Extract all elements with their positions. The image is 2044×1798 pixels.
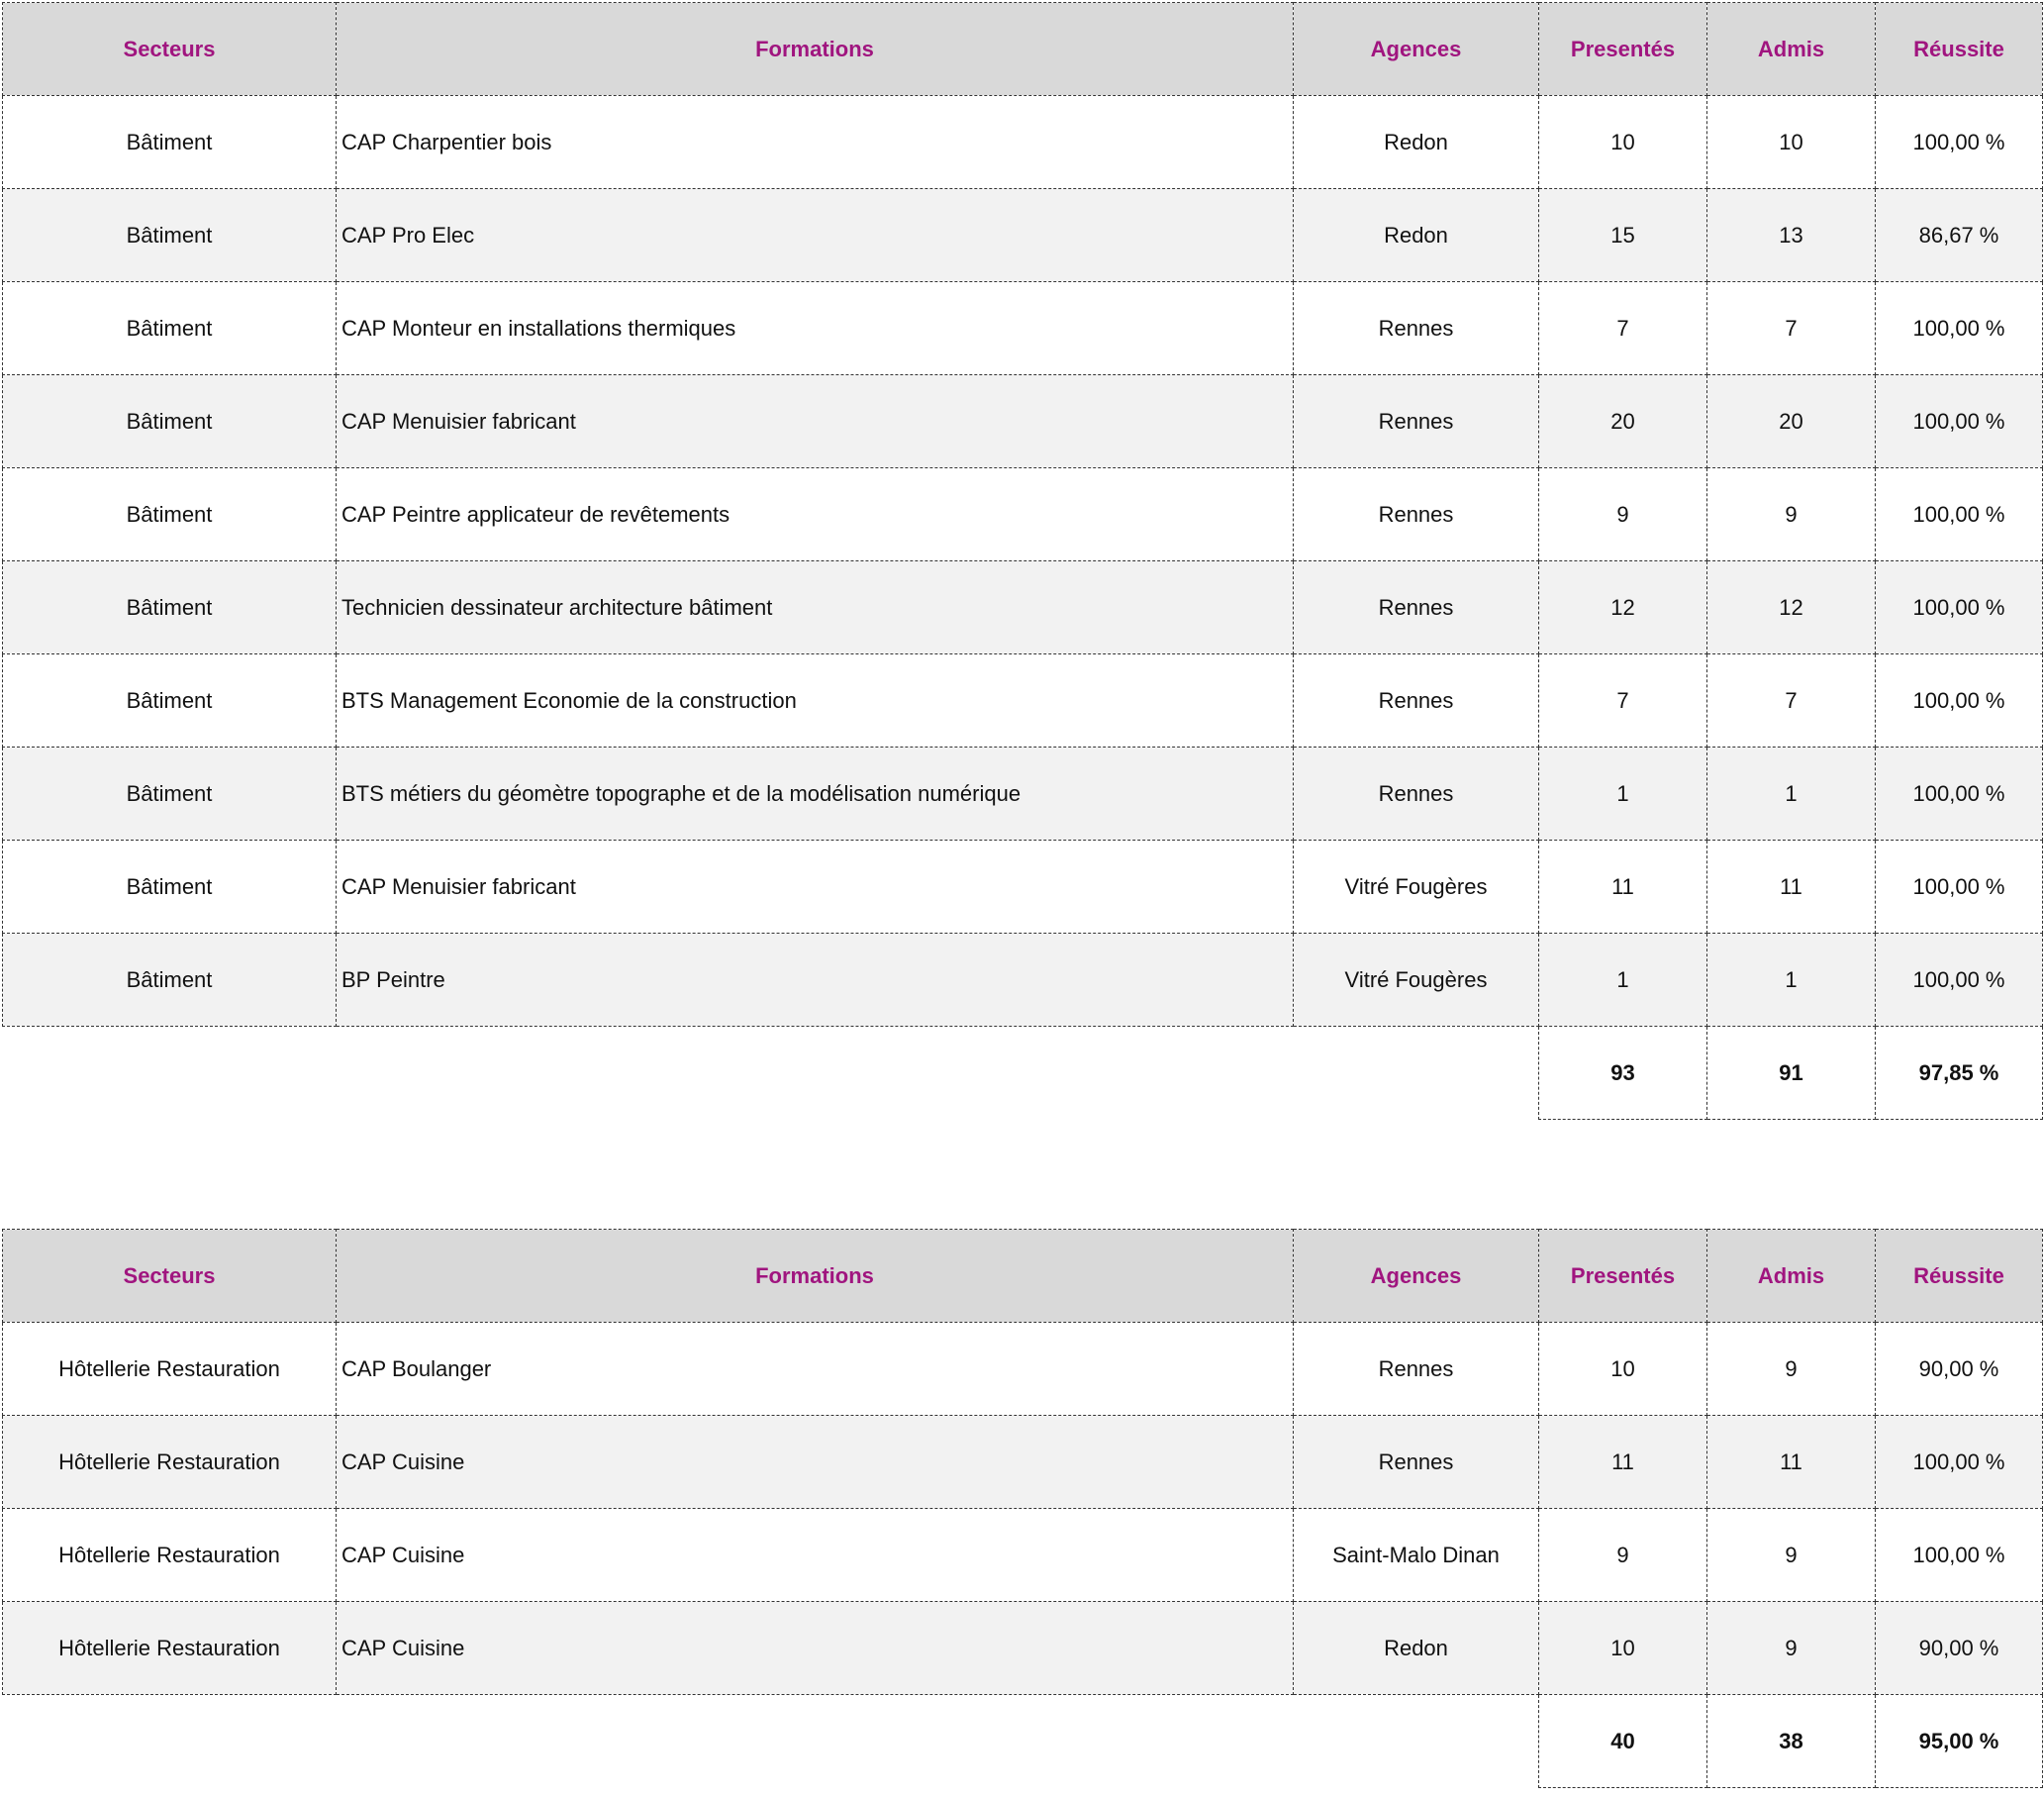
cell-presentes: 20 bbox=[1539, 375, 1707, 468]
cell-presentes: 7 bbox=[1539, 654, 1707, 748]
cell-admis: 7 bbox=[1707, 282, 1876, 375]
total-reussite: 95,00 % bbox=[1876, 1695, 2043, 1788]
cell-reussite: 100,00 % bbox=[1876, 561, 2043, 654]
cell-admis: 9 bbox=[1707, 468, 1876, 561]
cell-admis: 13 bbox=[1707, 189, 1876, 282]
cell-formation: CAP Cuisine bbox=[337, 1509, 1294, 1602]
cell-secteur: Bâtiment bbox=[3, 282, 337, 375]
cell-secteur: Bâtiment bbox=[3, 934, 337, 1027]
cell-formation: CAP Peintre applicateur de revêtements bbox=[337, 468, 1294, 561]
totals-row bbox=[3, 1695, 2043, 1788]
cell-admis: 9 bbox=[1707, 1509, 1876, 1602]
cell-admis: 1 bbox=[1707, 748, 1876, 841]
cell-formation: CAP Pro Elec bbox=[337, 189, 1294, 282]
cell-presentes: 7 bbox=[1539, 282, 1707, 375]
table-row bbox=[3, 748, 2043, 841]
cell-formation: BTS Management Economie de la construction bbox=[337, 654, 1294, 748]
cell-presentes: 1 bbox=[1539, 934, 1707, 1027]
cell-admis: 1 bbox=[1707, 934, 1876, 1027]
cell-agence: Rennes bbox=[1294, 282, 1539, 375]
cell-secteur: Bâtiment bbox=[3, 841, 337, 934]
cell-agence: Vitré Fougères bbox=[1294, 934, 1539, 1027]
results-table bbox=[2, 1229, 2043, 1788]
header-admis: Admis bbox=[1707, 1230, 1876, 1323]
cell-admis: 12 bbox=[1707, 561, 1876, 654]
cell-agence: Rennes bbox=[1294, 468, 1539, 561]
cell-secteur: Bâtiment bbox=[3, 468, 337, 561]
total-admis: 38 bbox=[1707, 1695, 1876, 1788]
cell-secteur: Hôtellerie Restauration bbox=[3, 1416, 337, 1509]
cell-secteur: Bâtiment bbox=[3, 654, 337, 748]
cell-reussite: 100,00 % bbox=[1876, 375, 2043, 468]
cell-reussite: 90,00 % bbox=[1876, 1602, 2043, 1695]
cell-presentes: 10 bbox=[1539, 96, 1707, 189]
cell-secteur: Hôtellerie Restauration bbox=[3, 1509, 337, 1602]
cell-secteur: Bâtiment bbox=[3, 189, 337, 282]
cell-agence: Redon bbox=[1294, 1602, 1539, 1695]
table-row bbox=[3, 96, 2043, 189]
totals-spacer bbox=[3, 1695, 1539, 1788]
cell-reussite: 100,00 % bbox=[1876, 1416, 2043, 1509]
header-presentes: Presentés bbox=[1539, 3, 1707, 96]
total-presentes: 40 bbox=[1539, 1695, 1707, 1788]
cell-admis: 9 bbox=[1707, 1602, 1876, 1695]
table-row bbox=[3, 1323, 2043, 1416]
cell-presentes: 11 bbox=[1539, 841, 1707, 934]
header-row bbox=[3, 1230, 2043, 1323]
cell-secteur: Bâtiment bbox=[3, 375, 337, 468]
table-row bbox=[3, 561, 2043, 654]
cell-secteur: Bâtiment bbox=[3, 748, 337, 841]
cell-agence: Rennes bbox=[1294, 748, 1539, 841]
cell-formation: CAP Cuisine bbox=[337, 1602, 1294, 1695]
cell-reussite: 100,00 % bbox=[1876, 654, 2043, 748]
cell-presentes: 10 bbox=[1539, 1602, 1707, 1695]
cell-formation: CAP Menuisier fabricant bbox=[337, 375, 1294, 468]
header-secteurs: Secteurs bbox=[3, 3, 337, 96]
cell-reussite: 86,67 % bbox=[1876, 189, 2043, 282]
header-formations: Formations bbox=[337, 1230, 1294, 1323]
table-row bbox=[3, 1416, 2043, 1509]
cell-formation: CAP Boulanger bbox=[337, 1323, 1294, 1416]
header-secteurs: Secteurs bbox=[3, 1230, 337, 1323]
cell-formation: BP Peintre bbox=[337, 934, 1294, 1027]
cell-reussite: 100,00 % bbox=[1876, 1509, 2043, 1602]
cell-agence: Redon bbox=[1294, 96, 1539, 189]
cell-presentes: 15 bbox=[1539, 189, 1707, 282]
cell-agence: Saint-Malo Dinan bbox=[1294, 1509, 1539, 1602]
table-row bbox=[3, 282, 2043, 375]
cell-secteur: Bâtiment bbox=[3, 96, 337, 189]
header-formations: Formations bbox=[337, 3, 1294, 96]
cell-presentes: 10 bbox=[1539, 1323, 1707, 1416]
cell-secteur: Bâtiment bbox=[3, 561, 337, 654]
cell-agence: Redon bbox=[1294, 189, 1539, 282]
header-reussite: Réussite bbox=[1876, 1230, 2043, 1323]
total-reussite: 97,85 % bbox=[1876, 1027, 2043, 1120]
cell-presentes: 11 bbox=[1539, 1416, 1707, 1509]
table-row bbox=[3, 1509, 2043, 1602]
cell-admis: 10 bbox=[1707, 96, 1876, 189]
table-row bbox=[3, 654, 2043, 748]
cell-presentes: 12 bbox=[1539, 561, 1707, 654]
cell-formation: BTS métiers du géomètre topographe et de la modélisation numérique bbox=[337, 748, 1294, 841]
cell-reussite: 100,00 % bbox=[1876, 282, 2043, 375]
cell-reussite: 100,00 % bbox=[1876, 934, 2043, 1027]
cell-agence: Vitré Fougères bbox=[1294, 841, 1539, 934]
cell-presentes: 9 bbox=[1539, 1509, 1707, 1602]
cell-formation: CAP Cuisine bbox=[337, 1416, 1294, 1509]
cell-agence: Rennes bbox=[1294, 561, 1539, 654]
cell-admis: 11 bbox=[1707, 841, 1876, 934]
total-admis: 91 bbox=[1707, 1027, 1876, 1120]
table-row bbox=[3, 375, 2043, 468]
total-presentes: 93 bbox=[1539, 1027, 1707, 1120]
header-presentes: Presentés bbox=[1539, 1230, 1707, 1323]
cell-formation: CAP Menuisier fabricant bbox=[337, 841, 1294, 934]
cell-reussite: 100,00 % bbox=[1876, 468, 2043, 561]
cell-admis: 11 bbox=[1707, 1416, 1876, 1509]
cell-reussite: 100,00 % bbox=[1876, 748, 2043, 841]
cell-reussite: 100,00 % bbox=[1876, 841, 2043, 934]
results-table-batiment bbox=[2, 2, 2042, 1120]
cell-presentes: 9 bbox=[1539, 468, 1707, 561]
totals-spacer bbox=[3, 1027, 1539, 1120]
table-row bbox=[3, 841, 2043, 934]
cell-agence: Rennes bbox=[1294, 375, 1539, 468]
cell-formation: CAP Monteur en installations thermiques bbox=[337, 282, 1294, 375]
cell-agence: Rennes bbox=[1294, 654, 1539, 748]
header-reussite: Réussite bbox=[1876, 3, 2043, 96]
table-row bbox=[3, 1602, 2043, 1695]
cell-agence: Rennes bbox=[1294, 1416, 1539, 1509]
cell-reussite: 100,00 % bbox=[1876, 96, 2043, 189]
cell-formation: Technicien dessinateur architecture bâtiment bbox=[337, 561, 1294, 654]
results-table-hotellerie bbox=[2, 1229, 2042, 1788]
totals-row bbox=[3, 1027, 2043, 1120]
cell-presentes: 1 bbox=[1539, 748, 1707, 841]
cell-admis: 9 bbox=[1707, 1323, 1876, 1416]
cell-secteur: Hôtellerie Restauration bbox=[3, 1323, 337, 1416]
table-row bbox=[3, 189, 2043, 282]
header-admis: Admis bbox=[1707, 3, 1876, 96]
header-agences: Agences bbox=[1294, 3, 1539, 96]
header-agences: Agences bbox=[1294, 1230, 1539, 1323]
results-table bbox=[2, 2, 2043, 1120]
cell-admis: 20 bbox=[1707, 375, 1876, 468]
cell-agence: Rennes bbox=[1294, 1323, 1539, 1416]
cell-secteur: Hôtellerie Restauration bbox=[3, 1602, 337, 1695]
cell-admis: 7 bbox=[1707, 654, 1876, 748]
table-row bbox=[3, 934, 2043, 1027]
cell-formation: CAP Charpentier bois bbox=[337, 96, 1294, 189]
cell-reussite: 90,00 % bbox=[1876, 1323, 2043, 1416]
table-row bbox=[3, 468, 2043, 561]
header-row bbox=[3, 3, 2043, 96]
